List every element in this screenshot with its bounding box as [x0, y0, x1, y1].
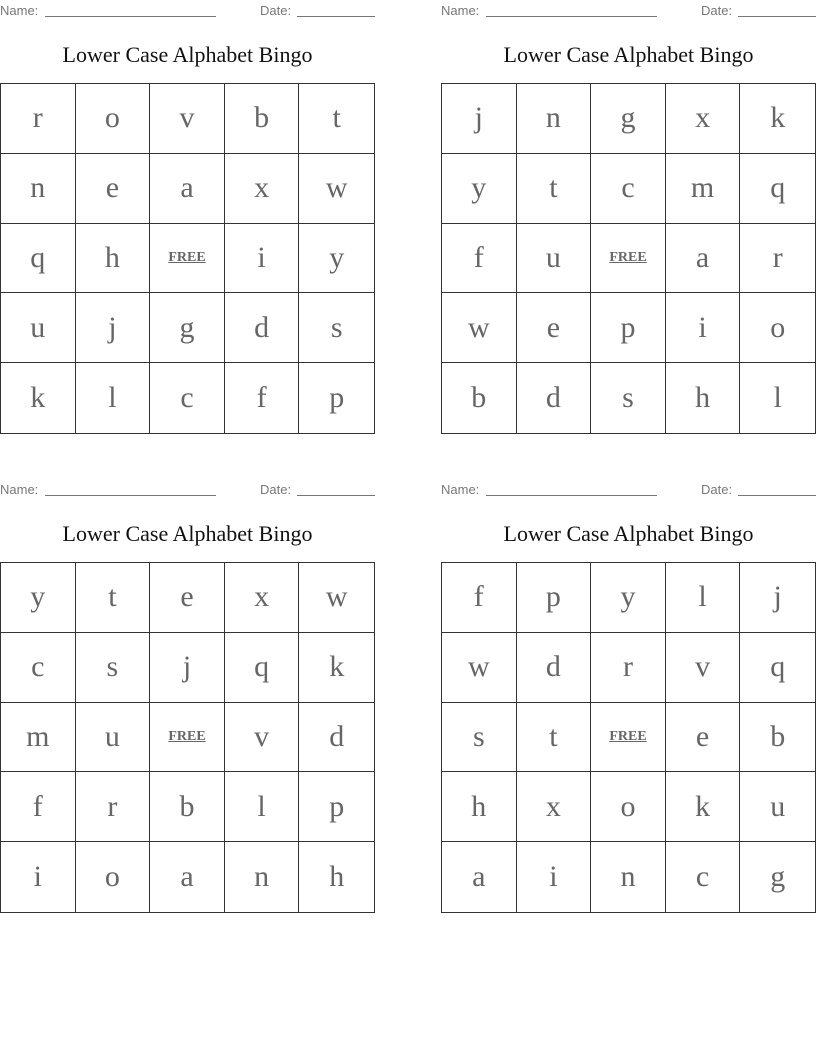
letter-cell: a: [150, 154, 225, 224]
letter-cell: p: [299, 772, 374, 842]
bingo-grid: [0, 562, 375, 913]
letter-cell: d: [299, 703, 374, 773]
card-title: Lower Case Alphabet Bingo: [503, 42, 754, 67]
letter-cell: p: [517, 563, 592, 633]
letter-cell: l: [773, 381, 782, 415]
letter-cell: r: [740, 224, 815, 294]
letter-cell: h: [329, 860, 345, 894]
letter-cell: j: [76, 293, 151, 363]
letter-cell: m: [1, 703, 76, 773]
name-date-row: [441, 482, 816, 498]
bingo-card-2: [441, 0, 816, 435]
letter-cell: m: [666, 154, 741, 224]
letter-cell: d: [517, 363, 592, 433]
letter-cell: u: [1, 293, 76, 363]
date-blank-line: [738, 495, 816, 496]
letter-cell: a: [442, 842, 517, 912]
letter-cell: k: [1, 363, 76, 433]
card-title: Lower Case Alphabet Bingo: [62, 42, 313, 67]
free-space-cell: FREE: [150, 703, 225, 773]
letter-cell: t: [517, 154, 592, 224]
letter-cell: e: [666, 703, 741, 773]
letter-cell: n: [591, 842, 666, 912]
date-blank-line: [738, 16, 816, 17]
letter-cell: r: [1, 84, 76, 154]
letter-cell: f: [442, 563, 517, 633]
letter-cell: t: [299, 84, 374, 154]
letter-cell: k: [666, 772, 741, 842]
free-space-cell: FREE: [150, 224, 225, 294]
letter-cell: p: [329, 381, 345, 415]
date-label: Date:: [260, 482, 292, 497]
bingo-grid: [441, 562, 816, 913]
letter-cell: h: [76, 224, 151, 294]
date-label: Date:: [701, 3, 733, 18]
name-blank-line: [486, 495, 657, 496]
letter-cell: l: [225, 772, 300, 842]
name-date-row: [0, 3, 375, 19]
letter-cell: t: [76, 563, 151, 633]
letter-cell: q: [740, 633, 815, 703]
letter-cell: j: [442, 84, 517, 154]
card-title: Lower Case Alphabet Bingo: [503, 521, 754, 546]
letter-cell: o: [591, 772, 666, 842]
letter-cell: h: [666, 363, 741, 433]
letter-cell: t: [517, 703, 592, 773]
name-date-row: [0, 482, 375, 498]
letter-cell: f: [442, 224, 517, 294]
letter-cell: v: [225, 703, 300, 773]
date-label: Date:: [260, 3, 292, 18]
bingo-card-4: [441, 479, 816, 914]
letter-cell: k: [299, 633, 374, 703]
letter-cell: s: [76, 633, 151, 703]
letter-cell: u: [517, 224, 592, 294]
date-blank-line: [297, 16, 375, 17]
letter-cell: s: [299, 293, 374, 363]
letter-cell: b: [442, 363, 517, 433]
letter-cell: f: [225, 363, 300, 433]
name-blank-line: [486, 16, 657, 17]
letter-cell: e: [517, 293, 592, 363]
letter-cell: i: [517, 842, 592, 912]
letter-cell: x: [666, 84, 741, 154]
letter-cell: e: [76, 154, 151, 224]
letter-cell: k: [740, 84, 815, 154]
name-blank-line: [45, 16, 216, 17]
letter-cell: w: [442, 293, 517, 363]
letter-cell: h: [442, 772, 517, 842]
free-space-cell: FREE: [591, 703, 666, 773]
letter-cell: r: [76, 772, 151, 842]
letter-cell: w: [299, 563, 374, 633]
letter-cell: j: [150, 633, 225, 703]
letter-cell: o: [76, 84, 151, 154]
letter-cell: w: [442, 633, 517, 703]
letter-cell: v: [150, 84, 225, 154]
letter-cell: d: [517, 633, 592, 703]
letter-cell: c: [666, 842, 741, 912]
letter-cell: i: [225, 224, 300, 294]
name-label: Name:: [0, 3, 39, 18]
letter-cell: x: [225, 154, 300, 224]
name-label: Name:: [0, 482, 39, 497]
letter-cell: s: [591, 363, 666, 433]
letter-cell: y: [1, 563, 76, 633]
letter-cell: c: [591, 154, 666, 224]
letter-cell: e: [150, 563, 225, 633]
letter-cell: g: [591, 84, 666, 154]
name-label: Name:: [441, 3, 480, 18]
letter-cell: j: [740, 563, 815, 633]
letter-cell: u: [740, 772, 815, 842]
free-space-cell: FREE: [591, 224, 666, 294]
card-title: Lower Case Alphabet Bingo: [62, 521, 313, 546]
letter-cell: b: [740, 703, 815, 773]
letter-cell: i: [666, 293, 741, 363]
bingo-grid: [0, 83, 375, 434]
letter-cell: y: [299, 224, 374, 294]
letter-cell: r: [591, 633, 666, 703]
letter-cell: x: [225, 563, 300, 633]
letter-cell: x: [517, 772, 592, 842]
letter-cell: b: [225, 84, 300, 154]
letter-cell: n: [1, 154, 76, 224]
letter-cell: d: [225, 293, 300, 363]
letter-cell: q: [740, 154, 815, 224]
letter-cell: a: [150, 842, 225, 912]
letter-cell: f: [1, 772, 76, 842]
letter-cell: p: [591, 293, 666, 363]
letter-cell: s: [442, 703, 517, 773]
bingo-card-1: [0, 0, 375, 435]
letter-cell: b: [150, 772, 225, 842]
letter-cell: c: [1, 633, 76, 703]
letter-cell: i: [1, 842, 76, 912]
bingo-card-3: [0, 479, 375, 914]
letter-cell: g: [770, 860, 786, 894]
letter-cell: u: [76, 703, 151, 773]
letter-cell: g: [150, 293, 225, 363]
letter-cell: o: [740, 293, 815, 363]
letter-cell: o: [76, 842, 151, 912]
letter-cell: w: [299, 154, 374, 224]
letter-cell: a: [666, 224, 741, 294]
letter-cell: c: [150, 363, 225, 433]
name-blank-line: [45, 495, 216, 496]
letter-cell: q: [1, 224, 76, 294]
name-label: Name:: [441, 482, 480, 497]
date-blank-line: [297, 495, 375, 496]
date-label: Date:: [701, 482, 733, 497]
letter-cell: q: [225, 633, 300, 703]
letter-cell: n: [225, 842, 300, 912]
name-date-row: [441, 3, 816, 19]
letter-cell: n: [517, 84, 592, 154]
letter-cell: l: [76, 363, 151, 433]
letter-cell: v: [666, 633, 741, 703]
letter-cell: y: [442, 154, 517, 224]
letter-cell: l: [666, 563, 741, 633]
bingo-grid: [441, 83, 816, 434]
letter-cell: y: [591, 563, 666, 633]
